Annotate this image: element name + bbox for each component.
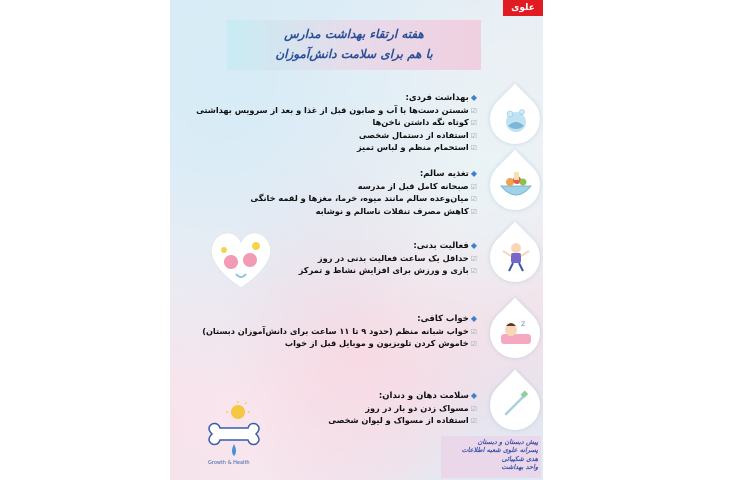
list-item: ☑حداقل یک ساعت فعالیت بدنی در روز: [317, 252, 477, 263]
food-bowl-icon: [495, 164, 537, 206]
list-item: ☑استفاده از مسواک و لیوان شخصی: [328, 415, 477, 425]
check-icon: ☑: [470, 404, 477, 413]
section-heading: ◆بهداشت فردی:: [405, 93, 477, 103]
footer-line-4: واحد بهداشت: [501, 462, 538, 471]
check-icon: ☑: [470, 119, 477, 127]
check-icon: ☑: [470, 144, 477, 152]
diamond-bullet-icon: ◆: [470, 93, 477, 102]
check-icon: ☑: [470, 131, 477, 140]
title-line-1: هفته ارتقاء بهداشت مدارس: [284, 27, 424, 41]
section-oral-health: [328, 390, 477, 428]
section-personal-hygiene: [196, 92, 477, 155]
corner-tag: علوی: [503, 0, 543, 16]
list-item: ☑کوتاه نگه داشتن ناخن‌ها: [372, 117, 477, 127]
section-heading: ◆سلامت دهان و دندان:: [378, 391, 477, 401]
check-icon: ☑: [470, 195, 477, 203]
title-line-2: با هم برای سلامت دانش‌آموزان: [275, 47, 433, 61]
section-heading: ◆تغذیه سالم:: [419, 169, 477, 179]
footer-line-2: پسرانه علوی شعبه اطلاعات: [461, 446, 538, 455]
section-heading: ◆فعالیت بدنی:: [413, 241, 477, 251]
list-item: ☑صبحانه کامل قبل از مدرسه: [357, 180, 477, 191]
diamond-bullet-icon: ◆: [470, 391, 477, 400]
list-item: ☑استحمام منظم و لباس تمیز: [356, 142, 477, 152]
list-item: ☑کاهش مصرف تنقلات ناسالم و نوشابه: [315, 205, 477, 216]
child-exercise-icon: [495, 236, 537, 278]
list-item: ☑خواب شبانه منظم (حدود ۹ تا ۱۱ ساعت برای دانش‌آموزان دبستان): [202, 325, 477, 336]
check-icon: ☑: [470, 417, 477, 425]
poster: [170, 0, 543, 480]
svg-text:z: z: [521, 319, 526, 328]
footer-line-1: پیش دبستان و دبستان: [477, 438, 538, 446]
list-item: ☑استفاده از دستمال شخصی: [358, 129, 477, 140]
heart-brain-icon: [206, 228, 276, 292]
check-icon: ☑: [470, 267, 477, 275]
list-item: ☑خاموش کردن تلویزیون و موبایل قبل از خواب: [284, 338, 477, 348]
check-icon: ☑: [470, 254, 477, 263]
handwash-icon: [496, 100, 536, 140]
section-physical-activity: [299, 240, 477, 278]
toothbrush-icon: [498, 386, 534, 422]
check-icon: ☑: [470, 207, 477, 216]
section-healthy-nutrition: [250, 168, 477, 218]
bone-caption: Growth & Health: [208, 460, 250, 466]
diamond-bullet-icon: ◆: [470, 314, 477, 323]
footer-credits: [441, 436, 541, 478]
list-item: ☑میان‌وعده سالم مانند میوه، خرما، مغزها و لقمه خانگی: [250, 193, 477, 203]
diamond-bullet-icon: ◆: [470, 241, 477, 250]
bone-sun-icon: [200, 400, 270, 470]
list-item: ☑شستن دست‌ها با آب و صابون قبل از غذا و بعد از سرویس بهداشتی: [196, 104, 477, 115]
title-box: [227, 20, 481, 70]
check-icon: ☑: [470, 106, 477, 115]
diamond-bullet-icon: ◆: [470, 169, 477, 178]
list-item: ☑مسواک زدن دو بار در روز: [365, 402, 477, 413]
check-icon: ☑: [470, 327, 477, 336]
sleeping-child-icon: [495, 312, 537, 354]
section-heading: ◆خواب کافی:: [417, 314, 477, 324]
footer-line-3: هدی شکیبائی: [501, 454, 538, 463]
list-item: ☑بازی و ورزش برای افزایش نشاط و تمرکز: [298, 265, 477, 275]
section-sufficient-sleep: [202, 313, 477, 351]
check-icon: ☑: [470, 340, 477, 348]
check-icon: ☑: [470, 182, 477, 191]
